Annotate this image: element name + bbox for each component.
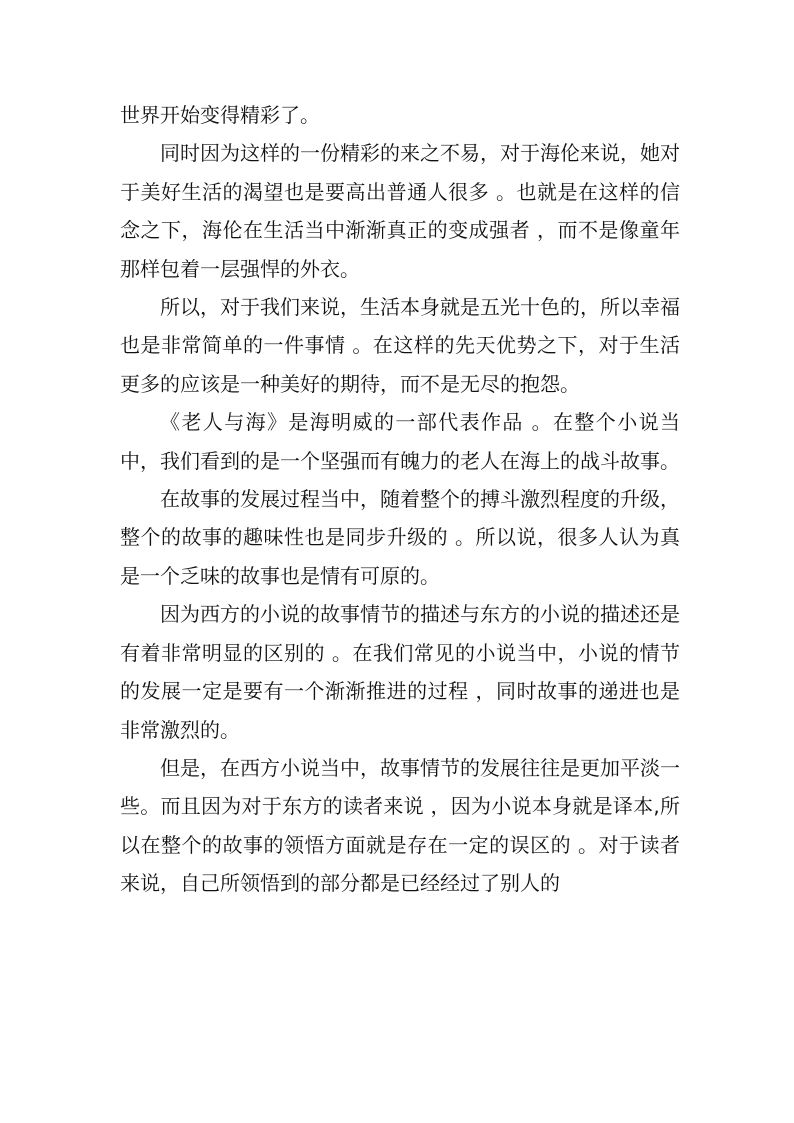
paragraph: 所以，对于我们来说，生活本身就是五光十色的，所以幸福也是非常简单的一件事情 。在这样的先天优势之下，对于生活更多的应该是一种美好的期待，而不是无尽的抱怨。	[120, 295, 680, 396]
paragraph: 但是，在西方小说当中，故事情节的发展往往是更加平淡一些。而且因为对于东方的读者来说 ，因为小说本身就是译本,所以在整个的故事的领悟方面就是存在一定的误区的 。对于读者来说，自己所领悟到的部分都是已经经过了别人的	[120, 755, 680, 896]
paragraph-continuation: 世界开始变得精彩了。	[120, 103, 320, 127]
body-text	[120, 96, 680, 903]
paragraph: 《老人与海》是海明威的一部代表作品 。在整个小说当中，我们看到的是一个坚强而有魄力的老人在海上的战斗故事。	[120, 410, 680, 473]
paragraph: 因为西方的小说的故事情节的描述与东方的小说的描述还是有着非常明显的区别的 。在我们常见的小说当中，小说的情节的发展一定是要有一个渐渐推进的过程 ，同时故事的递进也是非常激烈的。	[120, 602, 680, 742]
paragraph: 同时因为这样的一份精彩的来之不易，对于海伦来说，她对于美好生活的渴望也是要高出普通人很多 。也就是在这样的信念之下，海伦在生活当中渐渐真正的变成强者 ，而不是像童年那样包着一层强悍的外衣。	[120, 141, 680, 281]
paragraph: 在故事的发展过程当中，随着整个的搏斗激烈程度的升级，整个的故事的趣味性也是同步升级的 。所以说，很多人认为真是一个乏味的故事也是情有可原的。	[120, 487, 680, 588]
